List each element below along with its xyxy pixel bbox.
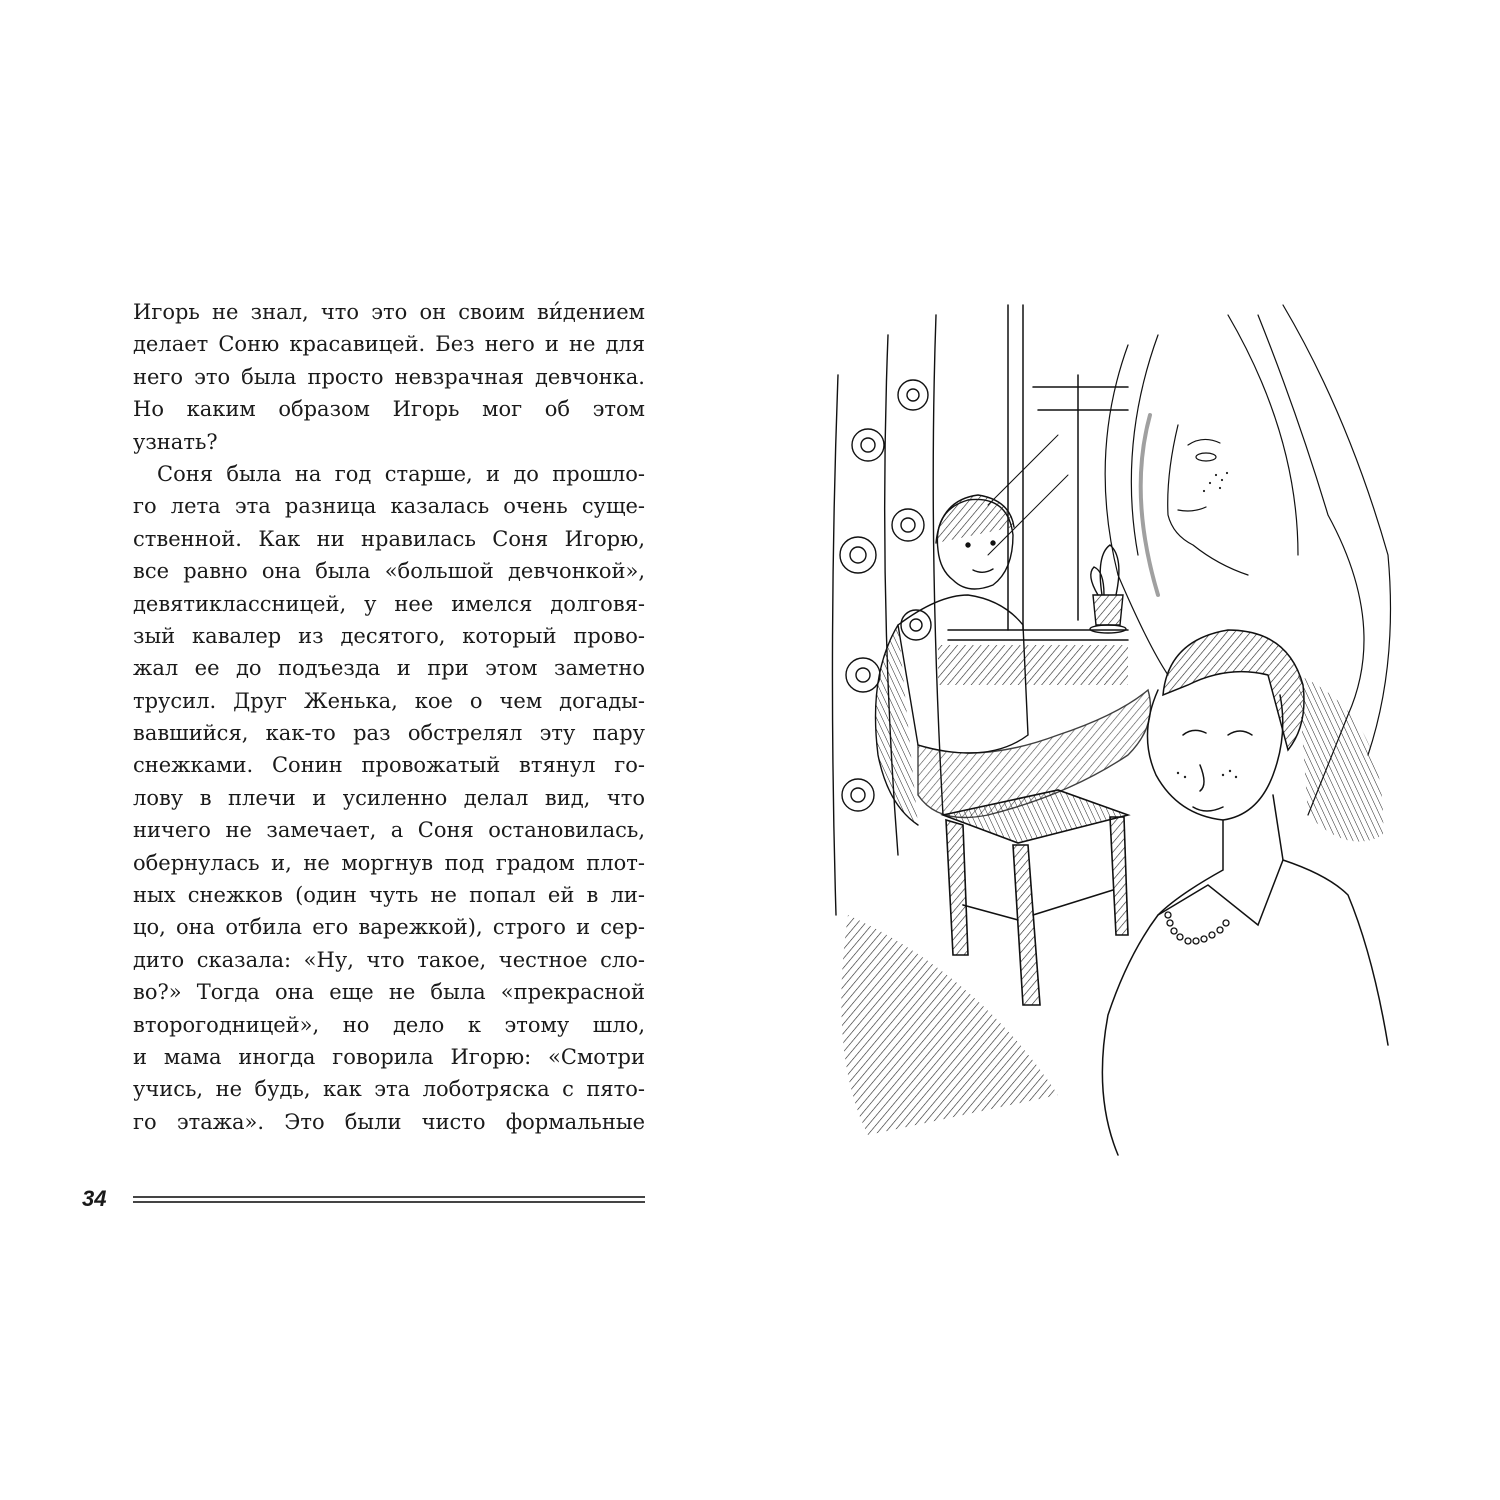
text-line: все равно она была «большой девчонкой», — [133, 559, 645, 584]
text-line: Игорь не знал, что это он своим ви́дением — [133, 300, 645, 324]
text-line: учись, не будь, как эта лоботряска с пято- — [133, 1077, 645, 1102]
text-line: обернулась и, не моргнув под градом плот- — [133, 850, 645, 875]
page-number: 34 — [82, 1186, 107, 1211]
text-line: ничего не замечает, а Соня остановилась, — [133, 818, 645, 843]
text-line: Но каким образом Игорь мог об этом — [133, 397, 645, 422]
text-line: го лета эта разница казалась очень суще- — [133, 494, 645, 519]
text-line: второгодницей», но дело к этому шло, — [133, 1012, 645, 1037]
illustration — [828, 295, 1403, 1170]
text-line: снежками. Сонин провожатый втянул го- — [133, 753, 645, 778]
text-line: и мама иногда говорила Игорю: «Смотри — [133, 1044, 645, 1069]
text-line: узнать? — [133, 429, 218, 454]
curtain — [832, 315, 943, 915]
footer-rule-bottom — [133, 1201, 645, 1203]
text-line: девятиклассницей, у нее имелся долговя- — [133, 591, 645, 616]
background-shadow — [1298, 675, 1383, 842]
text-line: дито сказала: «Ну, что такое, честное сло- — [133, 947, 645, 972]
footer-rule-top — [133, 1196, 645, 1198]
text-line: во?» Тогда она еще не была «прекрасной — [133, 980, 645, 1005]
text-line: лову в плечи и усиленно делал вид, что — [133, 785, 645, 810]
text-line: вавшийся, как-то раз обстрелял эту пару — [133, 721, 645, 746]
text-line: Соня была на год старше, и до прошло- — [157, 461, 645, 486]
text-line: цо, она отбила его варежкой), строго и сер- — [133, 915, 645, 940]
text-line: ственной. Как ни нравилась Соня Игорю, — [133, 526, 645, 551]
windowsill-shadow — [938, 645, 1128, 685]
text-line: делает Соню красавицей. Без него и не для — [133, 332, 645, 357]
text-line: жал ее до подъезда и при этом заметно — [133, 656, 645, 681]
text-line: трусил. Друг Женька, кое о чем догады- — [133, 688, 645, 713]
text-line: го этажа». Это были чисто формальные — [133, 1109, 645, 1134]
text-line: ных снежков (один чуть не попал ей в ли- — [133, 883, 645, 908]
stool — [943, 790, 1128, 1005]
body-text — [133, 296, 645, 1138]
text-line: зый кавалер из десятого, который прово- — [133, 623, 645, 648]
text-line: него это была просто невзрачная девчонка. — [133, 364, 645, 389]
cactus — [1090, 545, 1126, 633]
